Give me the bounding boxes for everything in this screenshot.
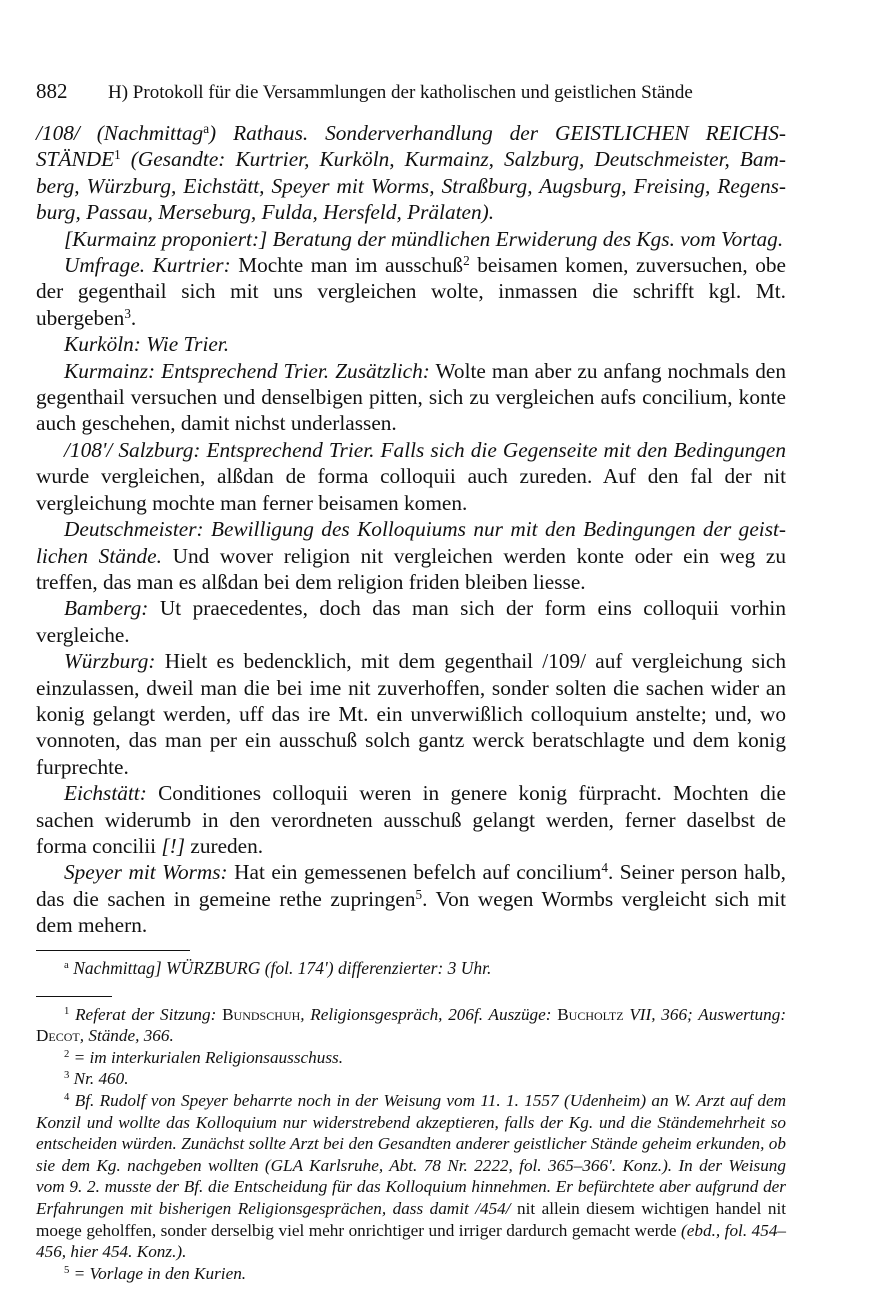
paragraph-kurtrier: Umfrage. Kurtrier: Mochte man im ausschuß$^2$ beisamen komen, zuversuchen, obe der gegenthail sich mit uns vergleichen wolte, inmassen die schrifft kgl. Mt. ubergeben$^3$. <box>36 252 787 330</box>
paragraph-deutschmeister: Deutschmeister: Bewilligung des Kolloquiums nur mit den Bedingungen der geist-lichen Stände. Und wover religion nit vergleichen werden konte oder ein weg zu treffen, das man es alßdan bei dem religion friden bleiben liesse. <box>36 517 786 594</box>
sic-marker: [!] <box>161 833 186 858</box>
running-head <box>36 76 786 106</box>
speaker: Deutschmeister: Bewilligung des Kolloquiums nur mit den Bedingungen der geist-lichen Stände. <box>36 517 786 568</box>
speaker: Bamberg: <box>64 596 149 621</box>
critical-apparatus <box>36 957 786 979</box>
page-number: 882 <box>36 79 68 103</box>
apparatus-marker: a <box>64 958 69 971</box>
running-title: H) Protokoll für die Versammlungen der katholischen und geistlichen Stände <box>108 82 693 103</box>
paragraph-speyer: Speyer mit Worms: Hat ein gemessenen befelch auf concilium$^4$. Seiner person halb, das die sachen in gemeine rethe zupringen$^5$. Von wegen Wormbs vergleicht sich mit dem mehern. <box>36 860 786 938</box>
footnote-2: $^2$ = im interkurialen Religionsausschuss. <box>64 1047 344 1067</box>
speaker: /108'/ Salzburg: Entsprechend Trier. Falls sich die Gegenseite mit den Bedingungen <box>64 437 786 462</box>
protocol-body <box>36 120 786 939</box>
footnotes <box>36 1004 786 1285</box>
apparatus-note: $^a$ Nachmittag] WÜRZBURG (fol. 174') differenzierter: 3 Uhr. <box>64 957 492 978</box>
footnote-marker: 2 <box>64 1048 70 1060</box>
paragraph-proposition: [Kurmainz proponiert:] Beratung der mündlichen Erwiderung des Kgs. vom Vortag. <box>64 226 784 251</box>
document-page <box>36 76 786 1284</box>
speaker: Umfrage. Kurtrier: <box>64 253 231 278</box>
paragraph-salzburg: /108'/ Salzburg: Entsprechend Trier. Falls sich die Gegenseite mit den Bedingungen wurde vergleichen, alßdan de forma colloquii auch zureden. Auf den fal der nit vergleichung mochte man ferner beisamen komen. <box>36 437 786 515</box>
footnote-marker: 4 <box>601 860 608 876</box>
paragraph-wuerzburg: Würzburg: Hielt es bedencklich, mit dem gegenthail /109/ auf vergleichung sich einzulassen, dweil man die bei ime nit zuverhoffen, sonder solten die sachen wider an konig gelangt werden, uff das ire Mt. ein unverwißlich colloquium anstelte; und, wo vonnoten, das man per ein ausschuß solch gantz werck beratschlagte und dem konig furprechte. <box>36 649 786 779</box>
footnote-marker: 5 <box>64 1264 70 1276</box>
footnote-marker: 3 <box>64 1070 70 1082</box>
paragraph-kurkoeln <box>36 331 786 357</box>
footnote-marker: 4 <box>64 1092 70 1104</box>
footnote-1: $^1$ Referat der Sitzung: Bundschuh, Religionsgespräch, 206f. Auszüge: Bucholtz VII, 366; Auswertung: Decot, Stände, 366. <box>36 1004 787 1046</box>
speaker: Würzburg: <box>64 649 156 674</box>
footnote-3: $^3$ Nr. 460. <box>64 1069 129 1089</box>
footnote-marker: 2 <box>463 252 470 268</box>
paragraph-kurmainz: Kurmainz: Entsprechend Trier. Zusätzlich: Wolte man aber zu anfang nochmals den gegenthail versuchen und denselbigen pitten, sich zu vergleichen aufs concilium, konte auch geschehen, damit nichst underlassen. <box>36 358 786 436</box>
speaker: Eichstätt: <box>64 781 147 806</box>
session-envoys: (Gesandte: Kurtrier, Kurköln, Kurmainz, Salzburg, Deutschmeister, Bam-berg, Würzburg, Eichstätt, Speyer mit Worms, Straßburg, Augsburg, Freising, Regens-burg, Passau, Merseburg, Fulda, Hersfeld, Prälaten). <box>36 147 786 225</box>
footnote-marker: 3 <box>124 305 131 321</box>
footnote-marker: 5 <box>415 886 423 902</box>
speaker: Kurmainz: Entsprechend Trier. Zusätzlich: <box>64 358 430 383</box>
session-heading: /108/ (Nachmittag$^a$) Rathaus. Sonderverhandlung der GEISTLICHEN REICHS- STÄNDE$^1$ (Gesandte: Kurtrier, Kurköln, Kurmainz, Salzburg, Deutschmeister, Bam-berg, Würzburg, Eichstätt, Speyer mit Worms, Straßburg, Augsburg, Freising, Regens-burg, Passau, Merseburg, Fulda, Hersfeld, Prälaten). <box>36 120 787 225</box>
footnote-4: $^4$ Bf. Rudolf von Speyer beharrte noch in der Weisung vom 11. 1. 1557 (Udenheim) an W. Arzt auf dem Konzil und wollte das Kolloquium nur widerstrebend akzeptieren, falls der Kg. und die Ständemehrheit so entscheiden würden. Zunächst sollte Arzt bei den Gesandten anderer geistlicher Stände geheim erkunden, ob sie dem Kg. nachgeben wollten (GLA Karlsruhe, Abt. 78 Nr. 2222, fol. 365–366'. Konz.). In der Weisung vom 9. 2. musste der Bf. die Entscheidung für das Kolloquium hinnehmen. Er befürchtete aber aufgrund der Erfahrungen mit bisherigen Religionsgesprächen, dass damit /454/ nit allein diesem wichtigen handel nit moege geholffen, sonder derselbig viel mehr onrichtiger und irriger dardurch gemacht werde (ebd., fol. 454–456, hier 454. Konz.). <box>36 1090 787 1262</box>
footnote-5: $^5$ = Vorlage in den Kurien. <box>64 1263 247 1283</box>
speaker: Kurköln: Wie Trier. <box>64 332 230 357</box>
folio-marker: /108/ <box>36 121 80 145</box>
footnote-marker: 1 <box>64 1005 70 1017</box>
footnote-divider <box>36 996 112 997</box>
session-place: Rathaus. <box>233 121 309 145</box>
paragraph-bamberg: Bamberg: Ut praecedentes, doch das man sich der form eins colloquii vorhin vergleiche. <box>36 596 786 647</box>
paragraph-eichstaett: Eichstätt: Conditiones colloquii weren in genere konig fürpracht. Mochten die sachen widerumb in den verordneten ausschuß gelangt werden, ferner daselbst de forma concilii [!] zureden. <box>36 781 786 858</box>
apparatus-divider <box>36 950 190 951</box>
session-title: Sonderverhandlung der GEISTLICHEN REICHS- <box>325 121 787 145</box>
footnote-marker: 1 <box>114 147 121 163</box>
speaker: Speyer mit Worms: <box>64 860 228 885</box>
apparatus-marker: a <box>203 120 210 136</box>
